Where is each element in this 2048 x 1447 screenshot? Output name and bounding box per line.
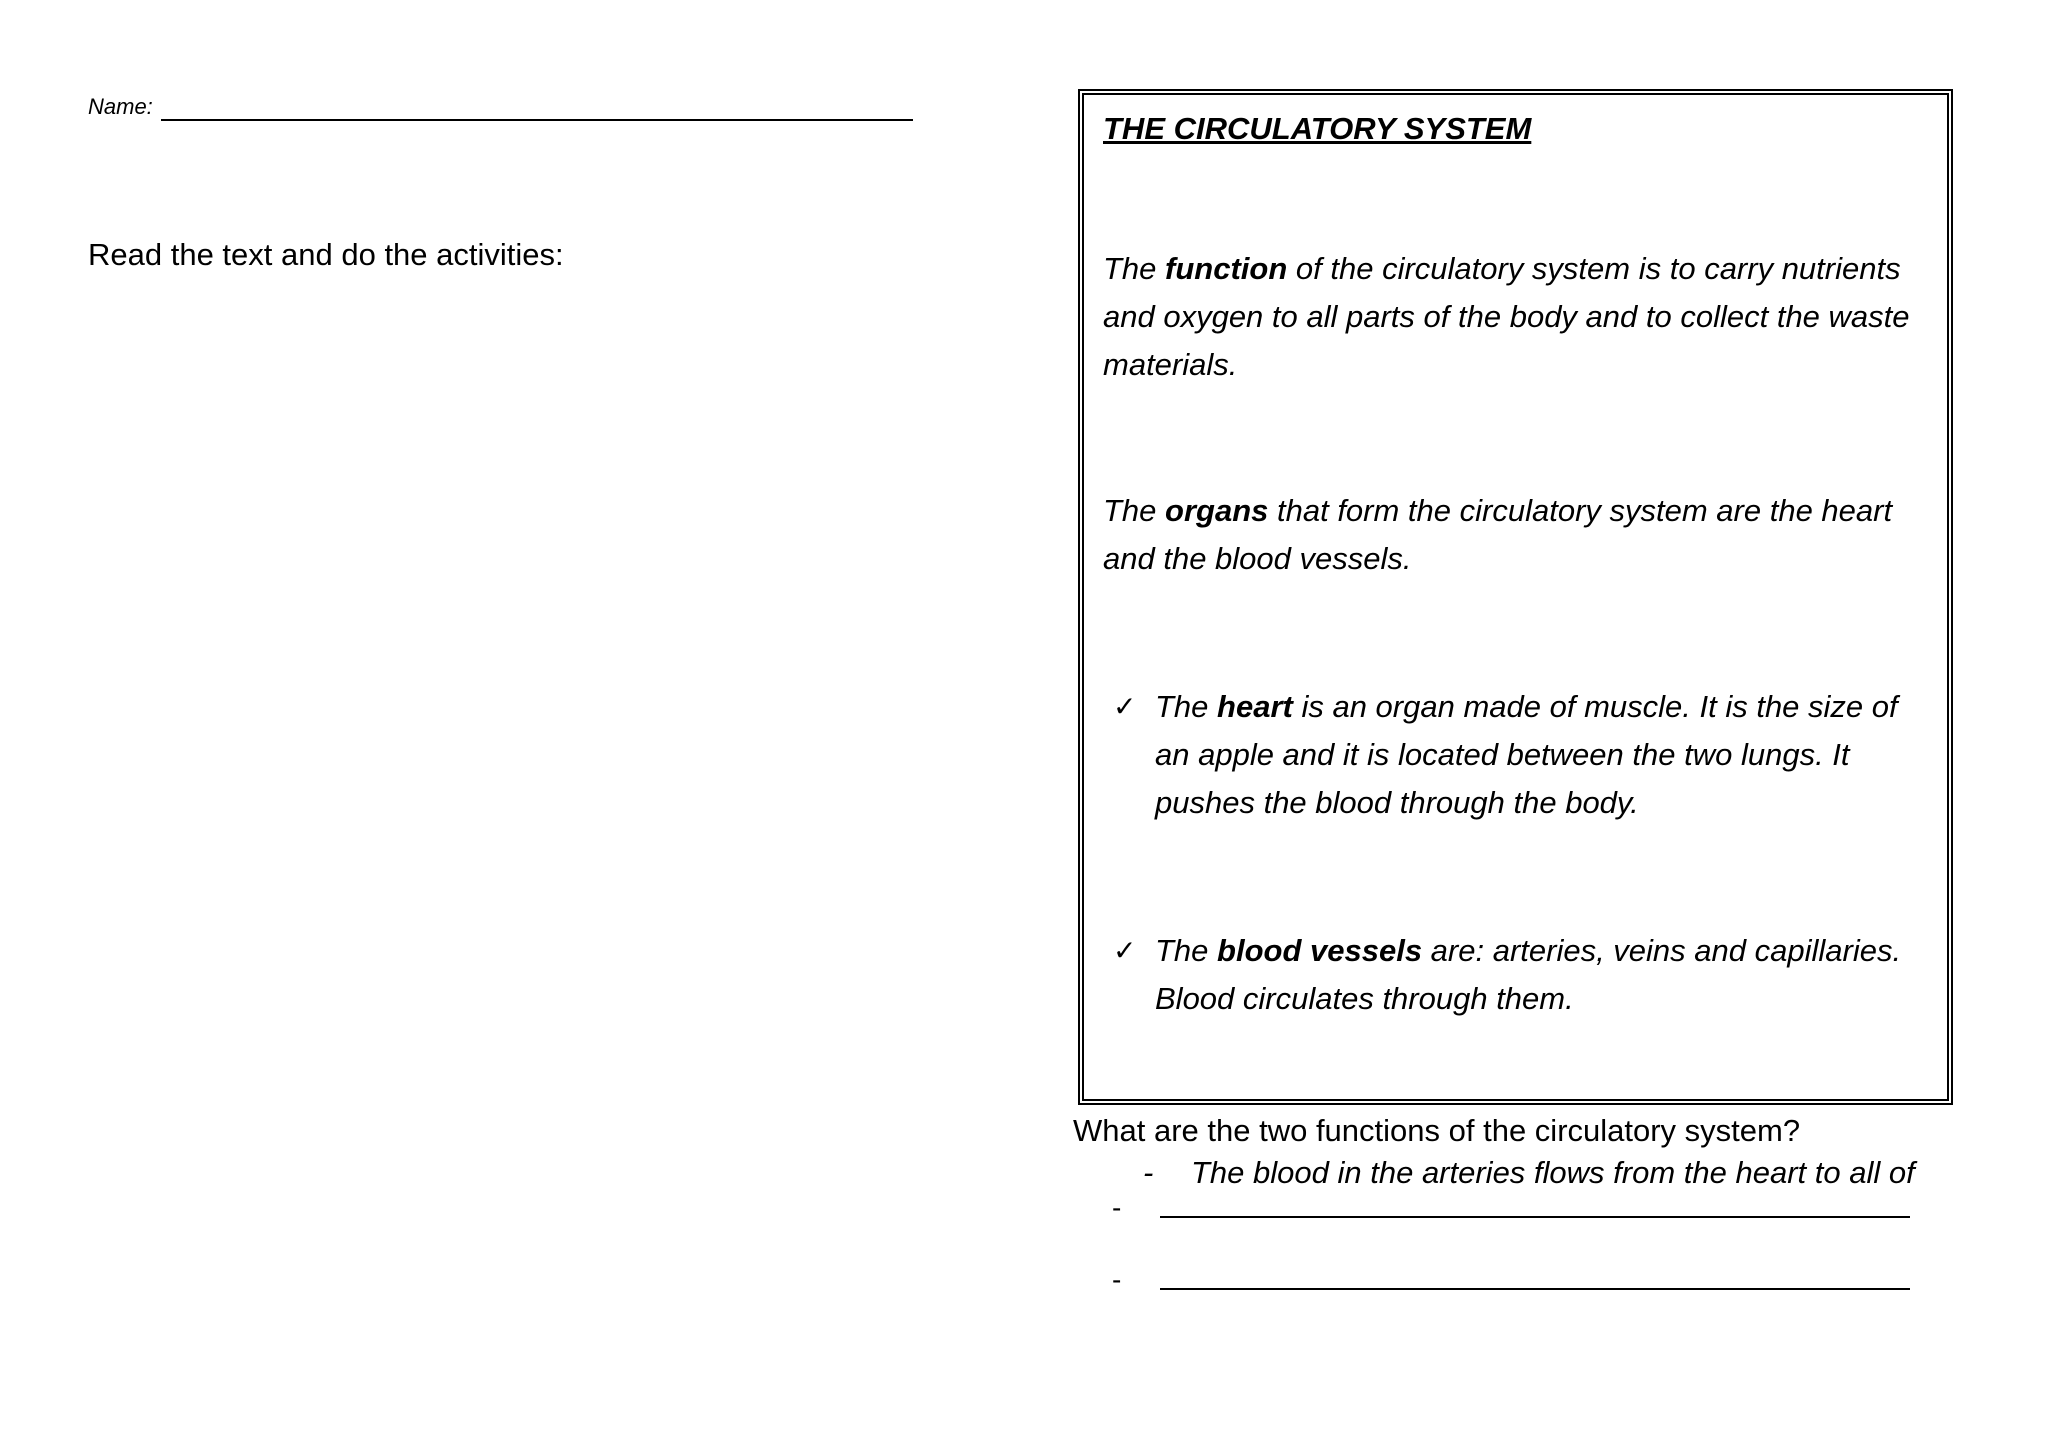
answer-dash: - (1112, 1264, 1122, 1295)
box-title: THE CIRCULATORY SYSTEM (1103, 111, 1532, 146)
keyword-blood-vessels: blood vessels (1217, 933, 1423, 968)
name-label: Name: (88, 94, 153, 119)
keyword-function: function (1165, 251, 1288, 286)
name-blank-line[interactable] (161, 119, 913, 121)
answer-blank-line-2[interactable] (1160, 1288, 1910, 1290)
heart-bullet: ✓ The heart is an organ made of muscle. It is the size of an apple and it is located between the two lungs. It pushes the blood through the body. (1103, 683, 1937, 827)
keyword-heart: heart (1217, 689, 1293, 724)
answer-blank-line-1[interactable] (1160, 1216, 1910, 1218)
checkmark-icon: ✓ (1113, 935, 1137, 966)
arteries-sub-item (1143, 1149, 1937, 1197)
function-paragraph: The function of the circulatory system is to carry nutrients and oxygen to all parts of the body and to collect the waste materials. (1103, 251, 1910, 382)
sub-item-text: The blood in the arteries flows from the heart to all of (1191, 1155, 1915, 1190)
checkmark-icon: ✓ (1113, 691, 1137, 722)
answer-dash: - (1112, 1192, 1122, 1223)
instructions-text: Read the text and do the activities: (88, 237, 564, 272)
answer-row-2 (1112, 1264, 1910, 1296)
answer-row-1 (1112, 1192, 1910, 1224)
organs-paragraph: The organs that form the circulatory system are the heart and the blood vessels. (1103, 493, 1893, 576)
question-text: What are the two functions of the circulatory system? (1073, 1113, 1801, 1148)
name-field-row (88, 96, 913, 118)
blood-vessels-bullet: ✓ The blood vessels are: arteries, veins and capillaries. Blood circulates through them. (1103, 927, 1937, 1023)
sub-item-dash: - (1143, 1155, 1154, 1190)
keyword-organs: organs (1165, 493, 1269, 528)
